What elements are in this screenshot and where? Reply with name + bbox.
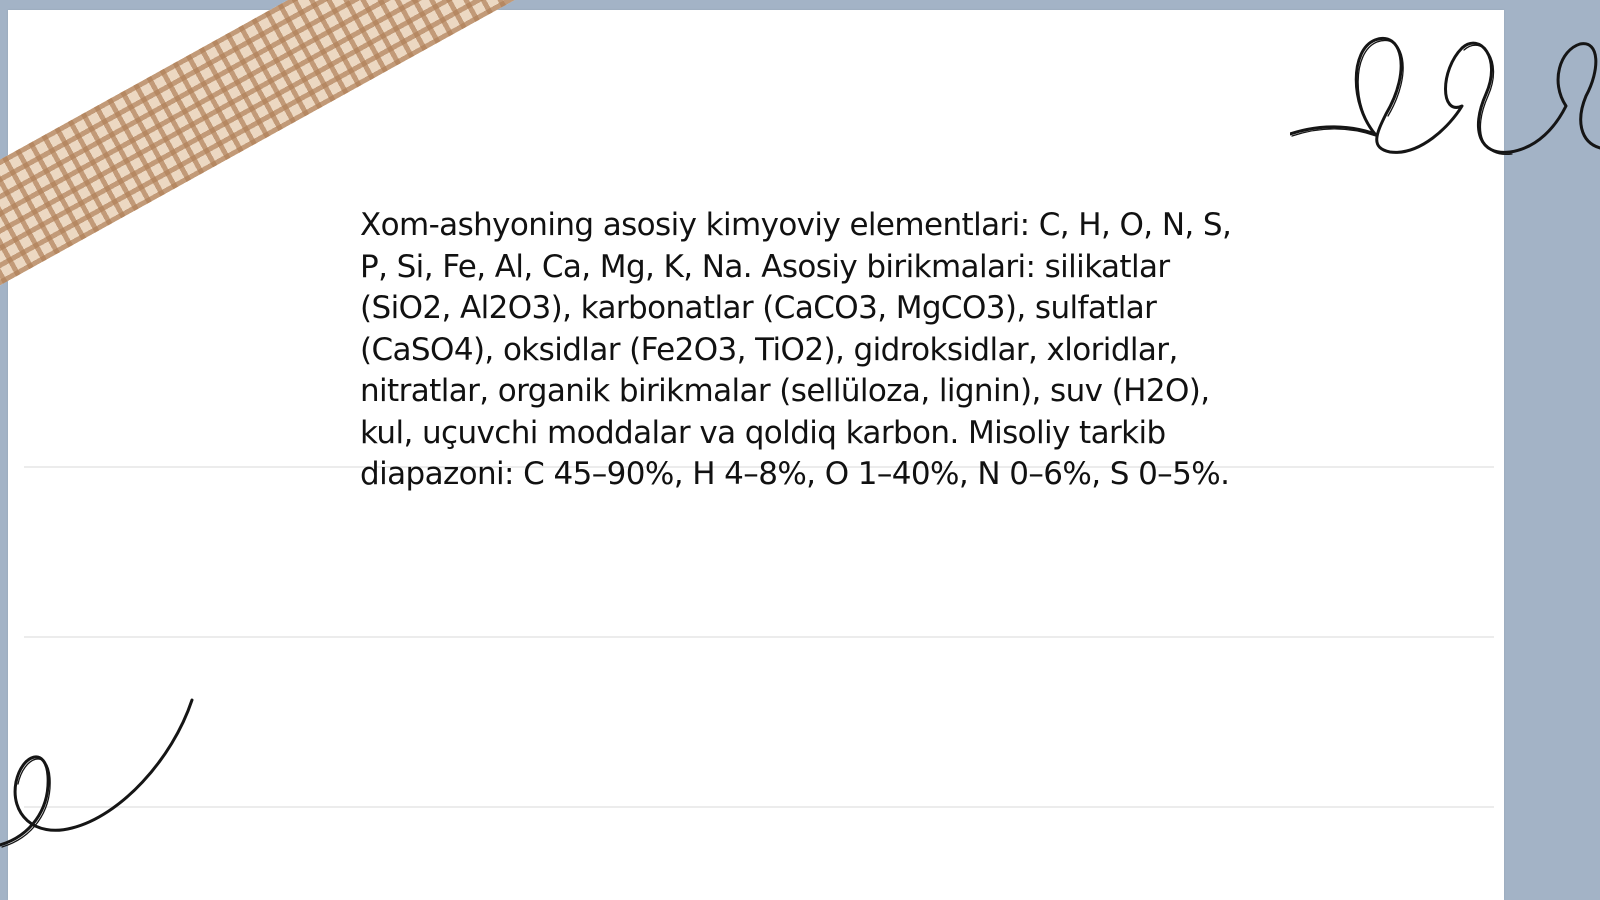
loop-swirl-icon [1290,30,1600,170]
paper-rule-line [24,806,1494,808]
paper-rule-line [24,636,1494,638]
slide-body-text: Xom-ashyoning asosiy kimyoviy elementlari: C, H, O, N, S, P, Si, Fe, Al, Ca, Mg, K, Na. Asosiy birikmalari: silikatlar (SiO2, Al2O3), karbonatlar (CaCO3, MgCO3), sulfatlar (CaSO4), oksidlar (Fe2O3, TiO2), gidroksidlar, xloridlar, nitratlar, organik birikmalar (sellüloza, lignin), suv (H2O), kul, uçuvchi moddalar va qoldiq karbon. Misoliy tarkib diapazoni: C 45–90%, H 4–8%, O 1–40%, N 0–6%, S 0–5%. [360,207,1232,492]
curl-swirl-icon [0,690,210,860]
